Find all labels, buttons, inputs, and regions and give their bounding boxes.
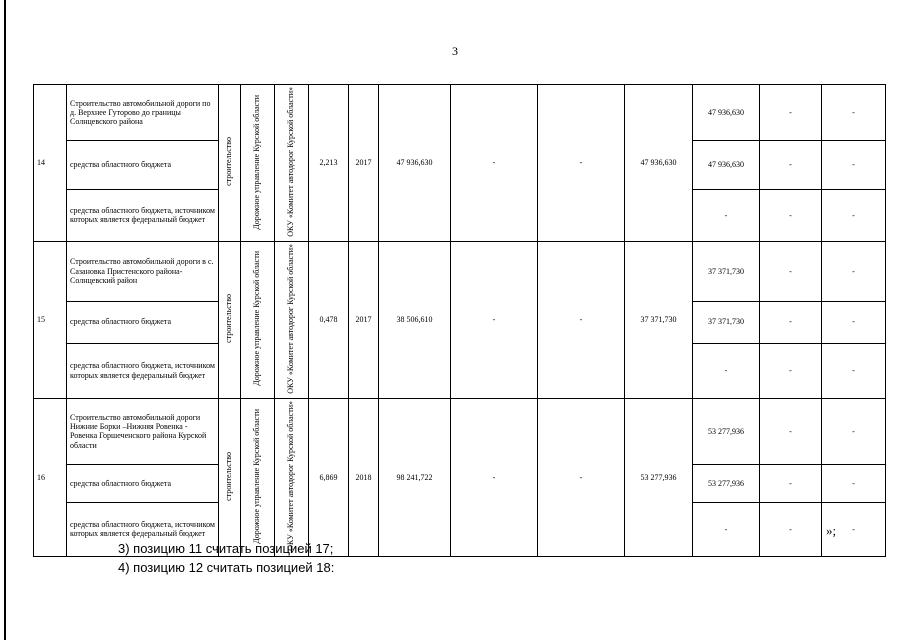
year: 2017 [349,241,379,398]
value-a: - [451,85,538,242]
position-number: 16 [34,398,67,556]
funding-label: средства областного бюджета, источником которых является федеральный бюджет [67,343,219,398]
object-title: Строительство автомобильной дороги по д. Верхнее Гуторово до границы Солнцевского района [67,85,219,141]
cell-v1: 37 371,730 [693,241,760,301]
funding-label: средства областного бюджета [67,464,219,502]
length: 0,478 [309,241,349,398]
cell-v1: 53 277,936 [693,464,760,502]
cell-v2: - [760,189,822,241]
amendment-item: 4) позицию 12 считать позицией 18: [118,560,335,575]
cell-v3: - [822,301,886,343]
work-type: строительство [219,241,241,398]
cell-v2: - [760,140,822,189]
cell-v1: 47 936,630 [693,85,760,141]
value-a: - [451,241,538,398]
cell-v3: - [822,502,886,556]
table-row [34,85,886,141]
cell-v3: - [822,398,886,464]
year: 2017 [349,85,379,242]
estimated-cost: 38 506,610 [379,241,451,398]
closing-quote: »; [826,523,837,538]
cell-v3: - [822,241,886,301]
funding-label: средства областного бюджета, источником которых является федеральный бюджет [67,502,219,556]
executor: ОКУ «Комитет автодорог Курской области» [275,398,309,556]
cell-v1: 37 371,730 [693,301,760,343]
cell-v3: - [822,85,886,141]
cell-v2: - [760,502,822,556]
cell-v1: - [693,189,760,241]
total: 37 371,730 [625,241,693,398]
cell-v3: - [822,140,886,189]
cell-v2: - [760,301,822,343]
position-number: 15 [34,241,67,398]
object-title: Строительство автомобильной дороги Нижние Борки –Нижняя Ровенка - Ровенка Горшеченского района Курской области [67,398,219,464]
work-type: строительство [219,85,241,242]
cell-v1: 53 277,936 [693,398,760,464]
budget-table [33,84,886,557]
cell-v2: - [760,398,822,464]
amendment-item: 3) позицию 11 считать позицией 17; [118,541,334,556]
total: 47 936,630 [625,85,693,242]
year: 2018 [349,398,379,556]
funding-label: средства областного бюджета [67,301,219,343]
cell-v2: - [760,85,822,141]
table-row [34,241,886,301]
customer: Дорожное управление Курской области [241,85,275,242]
executor: ОКУ «Комитет автодорог Курской области» [275,241,309,398]
funding-label: средства областного бюджета [67,140,219,189]
length: 2,213 [309,85,349,242]
left-margin-rule [4,0,6,640]
cell-v3: - [822,464,886,502]
value-b: - [538,85,625,242]
funding-label: средства областного бюджета, источником которых является федеральный бюджет [67,189,219,241]
page-number: 3 [452,44,458,58]
cell-v2: - [760,343,822,398]
cell-v2: - [760,464,822,502]
cell-v1: 47 936,630 [693,140,760,189]
cell-v2: - [760,241,822,301]
value-b: - [538,398,625,556]
value-a: - [451,398,538,556]
table-row [34,398,886,464]
total: 53 277,936 [625,398,693,556]
customer: Дорожное управление Курской области [241,398,275,556]
estimated-cost: 98 241,722 [379,398,451,556]
cell-v1: - [693,502,760,556]
length: 6,869 [309,398,349,556]
estimated-cost: 47 936,630 [379,85,451,242]
position-number: 14 [34,85,67,242]
value-b: - [538,241,625,398]
work-type: строительство [219,398,241,556]
cell-v3: - [822,343,886,398]
executor: ОКУ «Комитет автодорог Курской области» [275,85,309,242]
object-title: Строительство автомобильной дороги в с. Сазановка Пристенского района-Солнцевский район [67,241,219,301]
cell-v3: - [822,189,886,241]
cell-v1: - [693,343,760,398]
customer: Дорожное управление Курской области [241,241,275,398]
